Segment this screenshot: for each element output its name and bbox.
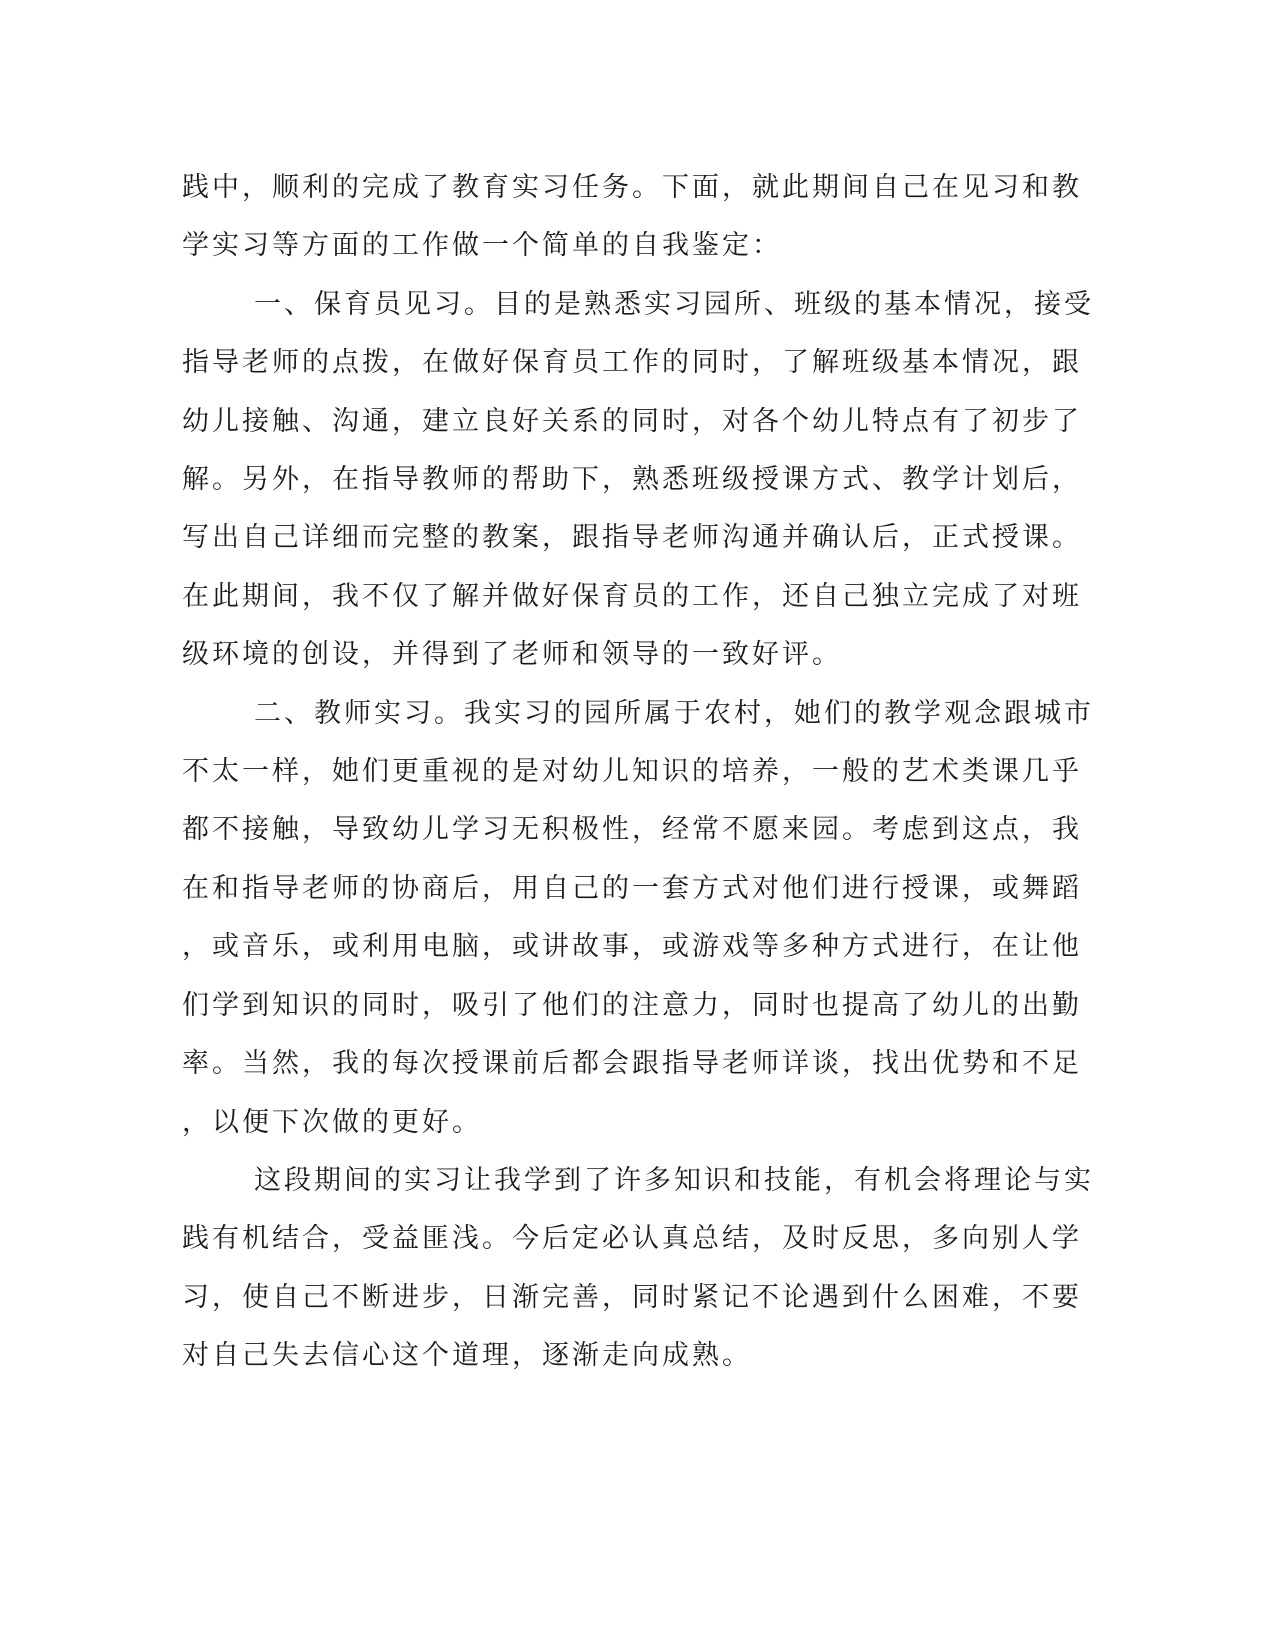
text-line: 都不接触，导致幼儿学习无积极性，经常不愿来园。考虑到这点，我	[182, 814, 1082, 846]
text-line: 在和指导老师的协商后，用自己的一套方式对他们进行授课，或舞蹈	[182, 872, 1082, 904]
text-line: 解。另外，在指导教师的帮助下，熟悉班级授课方式、教学计划后，	[182, 464, 1082, 496]
paragraph	[182, 276, 1094, 685]
text-line: 不太一样，她们更重视的是对幼儿知识的培养，一般的艺术类课几乎	[182, 756, 1082, 788]
text-line: 习，使自己不断进步，日渐完善，同时紧记不论遇到什么困难，不要	[182, 1281, 1082, 1313]
text-line: 率。当然，我的每次授课前后都会跟指导老师详谈，找出优势和不足	[182, 1048, 1082, 1080]
text-line: 在此期间，我不仅了解并做好保育员的工作，还自己独立完成了对班	[182, 580, 1082, 612]
document-body	[182, 159, 1094, 1386]
paragraph	[182, 159, 1082, 276]
text-line: 践中，顺利的完成了教育实习任务。下面，就此期间自己在见习和教	[182, 172, 1082, 203]
text-line: 们学到知识的同时，吸引了他们的注意力，同时也提高了幼儿的出勤	[182, 989, 1082, 1021]
text-line: 写出自己详细而完整的教案，跟指导老师沟通并确认后，正式授课。	[182, 522, 1082, 554]
text-line: 这段期间的实习让我学到了许多知识和技能，有机会将理论与实	[254, 1164, 1094, 1196]
text-line: ，或音乐，或利用电脑，或讲故事，或游戏等多种方式进行，在让他	[182, 931, 1082, 963]
text-line: 幼儿接触、沟通，建立良好关系的同时，对各个幼儿特点有了初步了	[182, 405, 1082, 437]
text-line: 指导老师的点拨，在做好保育员工作的同时，了解班级基本情况，跟	[182, 347, 1082, 379]
text-line: 一、保育员见习。目的是熟悉实习园所、班级的基本情况，接受	[254, 288, 1094, 320]
text-line: 级环境的创设，并得到了老师和领导的一致好评。	[182, 639, 842, 671]
text-line: 践有机结合，受益匪浅。今后定必认真总结，及时反思，多向别人学	[182, 1223, 1082, 1255]
text-line: ，以便下次做的更好。	[182, 1106, 482, 1138]
text-line: 二、教师实习。我实习的园所属于农村，她们的教学观念跟城市	[254, 697, 1094, 729]
text-line: 学实习等方面的工作做一个简单的自我鉴定：	[182, 230, 782, 262]
text-line: 对自己失去信心这个道理，逐渐走向成熟。	[182, 1340, 752, 1372]
paragraph	[182, 685, 1094, 1152]
paragraph	[182, 1152, 1094, 1386]
